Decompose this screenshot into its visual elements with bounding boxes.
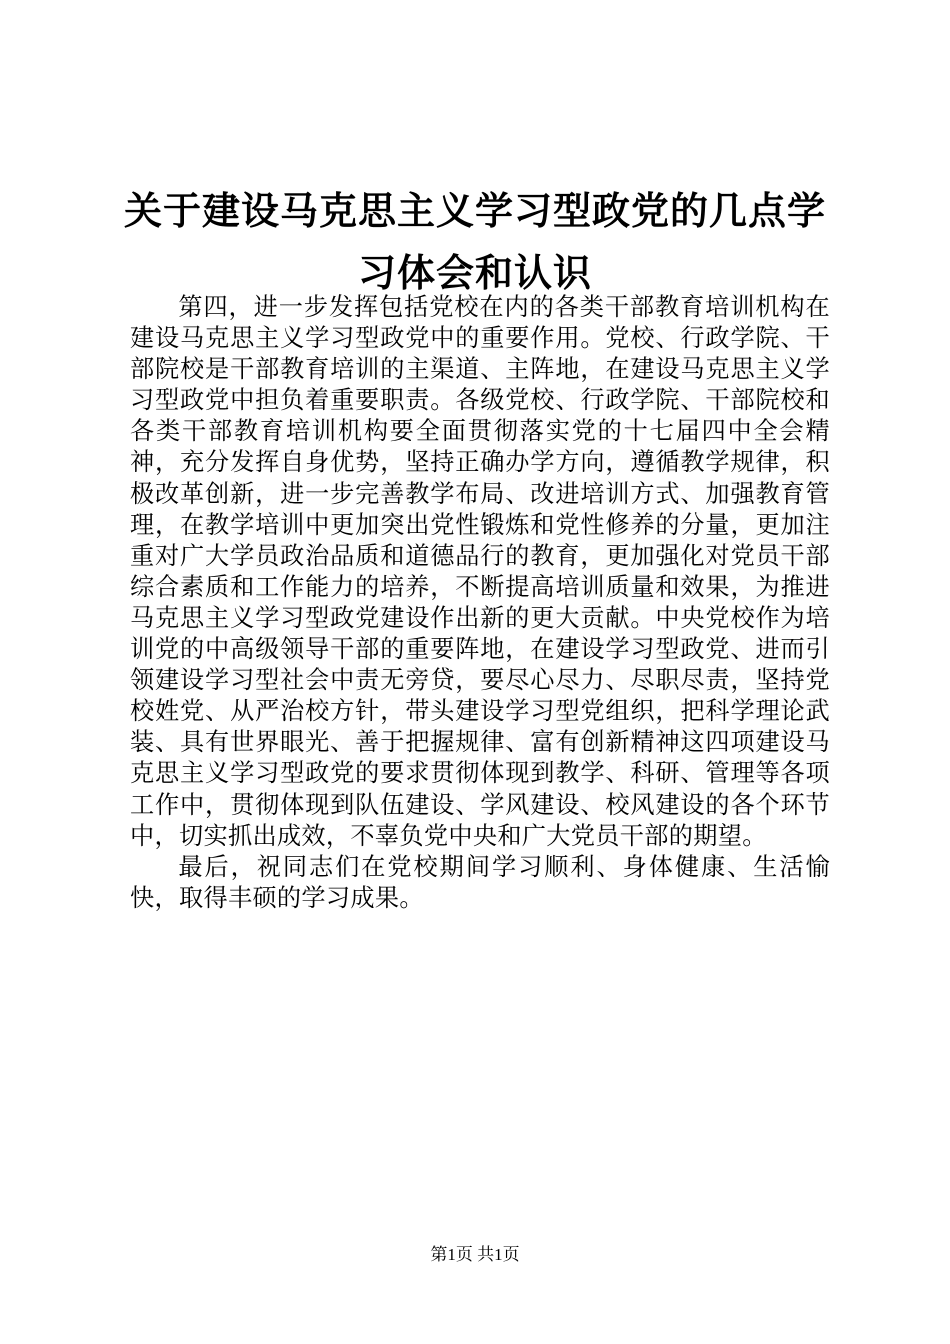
body-paragraph: 最后，祝同志们在党校期间学习顺利、身体健康、生活愉快，取得丰硕的学习成果。	[130, 852, 830, 912]
document-body	[130, 292, 830, 914]
body-paragraph: 第四，进一步发挥包括党校在内的各类干部教育培训机构在建设马克思主义学习型政党中的重要作用。党校、行政学院、干部院校是干部教育培训的主渠道、主阵地，在建设马克思主义学习型政党中担负着重要职责。各级党校、行政学院、干部院校和各类干部教育培训机构要全面贯彻落实党的十七届四中全会精神，充分发挥自身优势，坚持正确办学方向，遵循教学规律，积极改革创新，进一步完善教学布局、改进培训方式、加强教育管理，在教学培训中更加突出党性锻炼和党性修养的分量，更加注重对广大学员政治品质和道德品行的教育，更加强化对党员干部综合素质和工作能力的培养，不断提高培训质量和效果，为推进马克思主义学习型政党建设作出新的更大贡献。中央党校作为培训党的中高级领导干部的重要阵地，在建设学习型政党、进而引领建设学习型社会中责无旁贷，要尽心尽力、尽职尽责，坚持党校姓党、从严治校方针，带头建设学习型党组织，把科学理论武装、具有世界眼光、善于把握规律、富有创新精神这四项建设马克思主义学习型政党的要求贯彻体现到教学、科研、管理等各项工作中，贯彻体现到队伍建设、学风建设、校风建设的各个环节中，切实抓出成效，不辜负党中央和广大党员干部的期望。	[130, 293, 830, 850]
document-title: 关于建设马克思主义学习型政党的几点学习体会和认识	[123, 188, 826, 295]
page-footer: 第1页 共1页	[430, 1245, 520, 1264]
